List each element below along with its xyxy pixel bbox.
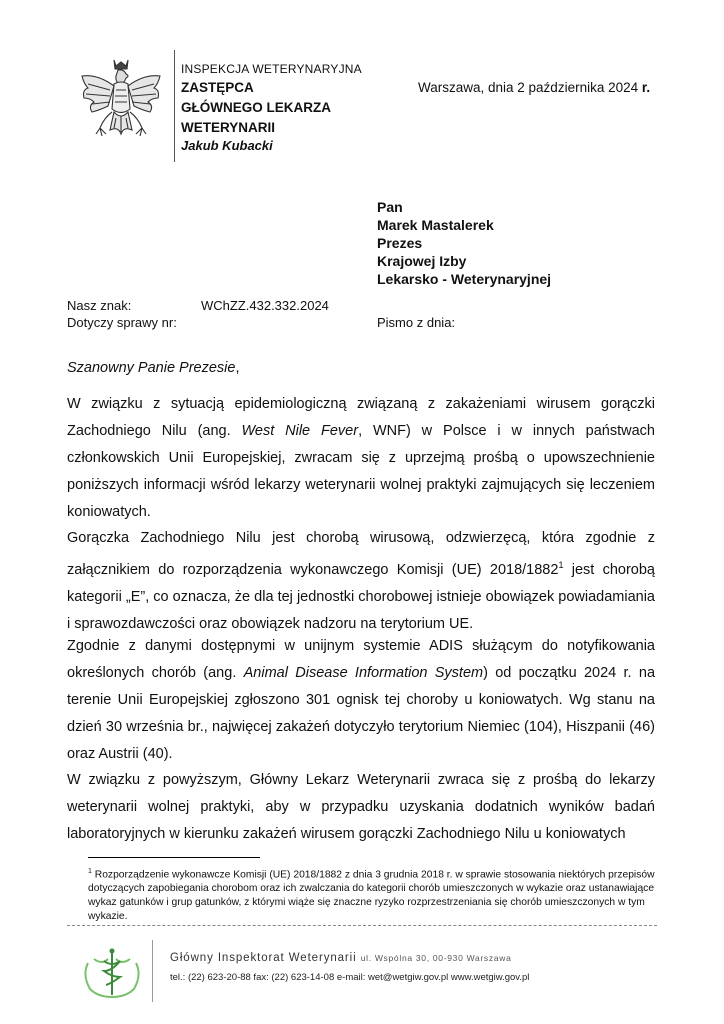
recipient-line-1: Pan: [377, 199, 403, 215]
header-divider: [174, 50, 175, 162]
paragraph-1: W związku z sytuacją epidemiologiczną związaną z zakażeniami wirusem gorączki Zachodniego Nilu (ang. West Nile Fever, WNF) w Polsce i w innych państwach członkowskich Unii Europejskiej, zwracam się z uprzejmą prośbą o upowszechnienie poniższych informacji wśród lekarzy weterynarii wolnej praktyki zajmujących się leczeniem koniowatych.: [67, 396, 655, 520]
date-line: [418, 80, 650, 95]
date-text: Warszawa, dnia 2 października 2024: [418, 80, 639, 95]
our-sign-label: Nasz znak:: [67, 298, 132, 313]
salutation-comma: ,: [235, 360, 240, 376]
footnote-rule: [88, 857, 260, 858]
paragraph-3: Zgodnie z danymi dostępnymi w unijnym systemie ADIS służącym do notyfikowania określonych chorób (ang. Animal Disease Information System) od początku 2024 r. na terenie Unii Europejskiej zgłoszono 301 ognisk tej choroby u koniowatych. Wg stanu na dzień 30 września br., najwięcej zakażeń dotyczyło terytorium Niemiec (104), Hiszpanii (46) oraz Austrii (40).: [67, 638, 656, 762]
paragraph-4: W związku z powyższym, Główny Lekarz Weterynarii zwraca się z prośbą do lekarzy weterynarii wolnej praktyki, aby w przypadku uzyskania dodatnich wyników badań laboratoryjnych w kierunku zakażeń wirusem gorączki Zachodniego Nilu u koniowatych: [67, 772, 655, 842]
salutation: [67, 360, 240, 376]
recipient-line-4: Krajowej Izby: [377, 253, 467, 269]
recipient-line-2: Marek Mastalerek: [377, 217, 494, 233]
footnote: $^1$ Rozporządzenie wykonawcze Komisji (UE) 2018/1882 z dnia 3 grudnia 2018 r. w sprawie stosowania niektórych przepisów dotyczących zapobiegania chorobom oraz ich zwalczania do kategorii chorób umieszczonych w wykazie oraz ustanawiające wykaz gatunków i grup gatunków, z którymi wiąże się znaczne ryzyko rozprzestrzeniania się chorób umieszczonych w tym wykazie.: [88, 868, 655, 923]
salutation-text: Szanowny Panie Prezesie: [67, 360, 236, 376]
footer-contact: tel.: (22) 623-20-88 fax: (22) 623-14-08 e-mail: wet@wetgiw.gov.pl www.wetgiw.gov.pl: [170, 972, 530, 983]
footer-org-name: Główny Inspektorat Weterynarii: [170, 952, 357, 964]
footer-separator: [67, 925, 657, 926]
recipient-line-3: Prezes: [377, 235, 423, 251]
official-title-line-1: ZASTĘPCA: [181, 80, 254, 95]
institution-name: INSPEKCJA WETERYNARYJNA: [181, 62, 362, 76]
veterinary-caduceus-logo: [78, 945, 146, 1001]
footer-organization: [170, 952, 512, 964]
recipient-line-5: Lekarsko - Weterynaryjnej: [377, 271, 552, 287]
date-suffix: r.: [641, 80, 651, 95]
our-sign-value: WChZZ.432.332.2024: [201, 298, 329, 313]
footer-divider: [152, 940, 153, 1002]
polish-eagle-emblem: [78, 54, 164, 154]
signatory-name: Jakub Kubacki: [181, 138, 273, 153]
letter-date-label: Pismo z dnia:: [377, 315, 456, 330]
concerns-case-label: Dotyczy sprawy nr:: [67, 315, 177, 330]
paragraph-2: Gorączka Zachodniego Nilu jest chorobą wirusową, odzwierzęcą, która zgodnie z załącznikiem do rozporządzenia wykonawczego Komisji (UE) 2018/1882$^1$ jest chorobą kategorii „E”, co oznacza, że dla tej jednostki chorobowej istnieje obowiązek powiadamiania i sprawozdawczości oraz obowiązek nadzoru na terytorium UE.: [67, 530, 656, 632]
footer-address: ul. Wspólna 30, 00-930 Warszawa: [360, 953, 512, 963]
official-title-line-2: GŁÓWNEGO LEKARZA: [181, 100, 331, 115]
official-title-line-3: WETERYNARII: [181, 120, 275, 135]
